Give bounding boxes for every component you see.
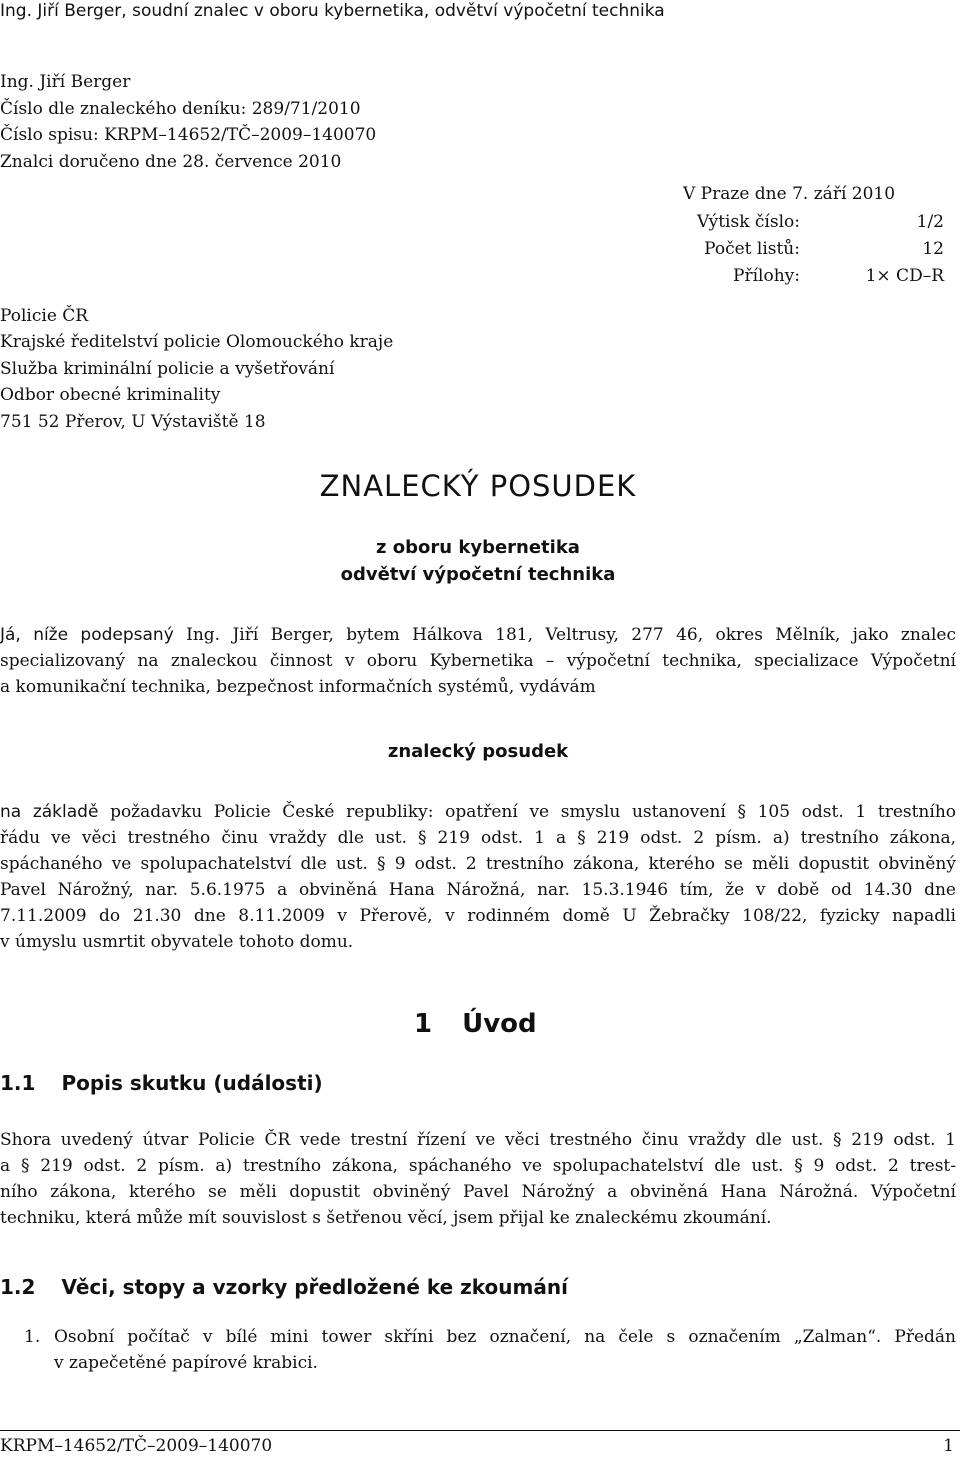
intro-paragraph [0, 622, 956, 700]
intro-line: specializovaný na znaleckou činnost v oboru Kybernetika – výpočetní technika, specializace Výpočetní [0, 651, 956, 671]
file-number: Číslo spisu: KRPM–14652/TČ–2009–140070 [0, 125, 377, 145]
basis-lead: na základě [0, 802, 99, 822]
recipient-line: Krajské ředitelství policie Olomouckého kraje [0, 332, 394, 352]
intro-line: Já, níže podepsaný Ing. Jiří Berger, bytem Hálkova 181, Veltrusy, 277 46, okres Mělník, jako znalec [0, 625, 956, 645]
intro-line: a komunikační technika, bezpečnost informačních systémů, vydávám [0, 677, 596, 697]
document-title: ZNALECKÝ POSUDEK [319, 469, 637, 503]
section-title: Úvod [462, 1009, 537, 1039]
basis-line: spáchaného ve spolupachatelství dle ust. § 9 odst. 2 trestního zákona, kterého se měli dopustit obviněný [0, 854, 956, 874]
basis-line: na základě požadavku Policie České republiky: opatření ve smyslu ustanovení § 105 odst. 1 trestního [0, 802, 957, 822]
recipient-line: Odbor obecné kriminality [0, 385, 221, 405]
document-subtitle-field: z oboru kybernetika [376, 537, 580, 558]
body-line: ního zákona, kterého se měli dopustit obviněný Pavel Nárožný a obviněná Hana Nárožná. Výpočetní [0, 1182, 956, 1202]
running-header: Ing. Jiří Berger, soudní znalec v oboru kybernetika, odvětví výpočetní technika [0, 1, 665, 21]
recipient-line: Služba kriminální policie a vyšetřování [0, 359, 335, 379]
list-item [54, 1324, 956, 1376]
meta-value: 12 [922, 239, 944, 259]
meta-row-attachments [697, 263, 944, 290]
basis-line: v úmyslu usmrtit obyvatele tohoto domu. [0, 932, 354, 952]
section-1-1-heading [0, 1068, 323, 1098]
recipient-line: Policie ČR [0, 306, 89, 326]
footer-file-number: KRPM–14652/TČ–2009–140070 [0, 1436, 273, 1456]
diary-number: Číslo dle znaleckého deníku: 289/71/2010 [0, 99, 361, 119]
delivery-date: Znalci doručeno dne 28. července 2010 [0, 152, 342, 172]
body-line: techniku, která může mít souvislost s šetřenou věcí, jsem přijal ke znaleckému zkoumání. [0, 1208, 772, 1228]
section-1-heading [414, 1007, 537, 1041]
meta-label: Přílohy: [733, 266, 800, 286]
page-number: 1 [943, 1436, 954, 1456]
intro-lead: Já, níže podepsaný [0, 625, 174, 645]
footer-divider [0, 1430, 960, 1431]
meta-row-copy [697, 209, 944, 236]
section-number: 1.1 [0, 1071, 36, 1095]
section-1-1-body [0, 1127, 956, 1231]
meta-value: 1/2 [916, 212, 944, 232]
basis-line: 7.11.2009 do 21.30 dne 8.11.2009 v Přerově, v rodinném domě U Žebračky 108/22, fyzicky napadli [0, 906, 956, 926]
document-meta-table [697, 209, 944, 290]
document-subtitle-branch: odvětví výpočetní technika [340, 564, 616, 585]
body-line: a § 219 odst. 2 písm. a) trestního zákona, spáchaného ve spolupachatelství dle ust. § 9 odst. 2 trest- [0, 1156, 956, 1176]
section-title: Popis skutku (události) [61, 1071, 323, 1095]
meta-row-sheets [697, 236, 944, 263]
section-number: 1.2 [0, 1275, 36, 1299]
list-item-line: v zapečetěné papírové krabici. [54, 1353, 318, 1373]
posudek-heading: znalecký posudek [387, 741, 569, 762]
section-title: Věci, stopy a vzorky předložené ke zkoumání [61, 1275, 568, 1299]
list-item-line: Osobní počítač v bílé mini tower skříni bez označení, na čele s označením „Zalman“. Předán [54, 1327, 956, 1347]
basis-line: řádu ve věci trestného činu vraždy dle ust. § 219 odst. 1 a § 219 odst. 2 písm. a) trestního zákona, [0, 828, 956, 848]
section-1-2-heading [0, 1272, 568, 1302]
recipient-line: 751 52 Přerov, U Výstaviště 18 [0, 412, 266, 432]
basis-line: Pavel Nárožný, nar. 5.6.1975 a obviněná Hana Nárožná, nar. 15.3.1946 tím, že v době od 14.30 dne [0, 880, 956, 900]
place-date: V Praze dne 7. září 2010 [683, 184, 896, 204]
expert-name: Ing. Jiří Berger [0, 72, 131, 92]
list-item-marker: 1. [24, 1327, 41, 1347]
meta-label: Počet listů: [704, 239, 800, 259]
basis-paragraph [0, 799, 956, 955]
body-line: Shora uvedený útvar Policie ČR vede trestní řízení ve věci trestného činu vraždy dle ust. § 219 odst. 1 [0, 1130, 956, 1150]
meta-value: 1× CD–R [865, 266, 944, 286]
section-number: 1 [414, 1009, 433, 1039]
meta-label: Výtisk číslo: [697, 212, 800, 232]
